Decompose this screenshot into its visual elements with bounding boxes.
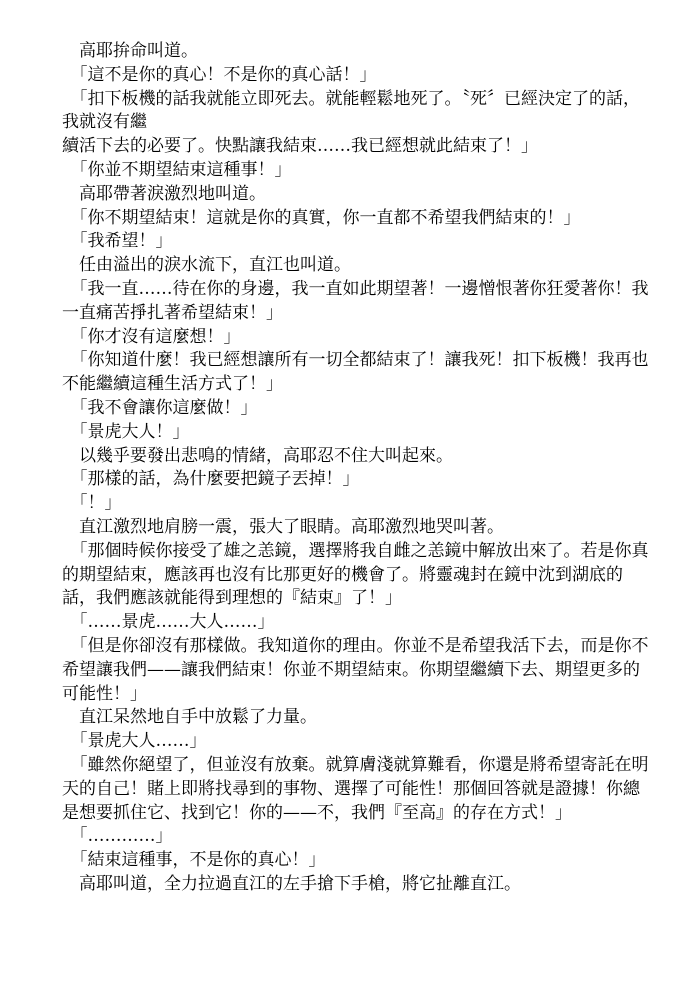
paragraph: 直江激烈地肩膀一震，張大了眼睛。高耶激烈地哭叫著。 bbox=[62, 516, 504, 537]
paragraph: 「我一直……待在你的身邊，我一直如此期望著！一邊憎恨著你狂愛著你！我一直痛苦掙扎著希望結束！」 bbox=[62, 278, 649, 323]
paragraph: 「景虎大人！」 bbox=[62, 421, 190, 442]
paragraph: 任由溢出的淚水流下，直江也叫道。 bbox=[62, 255, 351, 276]
paragraph: 「結束這種事，不是你的真心！」 bbox=[62, 850, 326, 871]
paragraph: 「扣下板機的話我就能立即死去。就能輕鬆地死了。〝死〞已經決定了的話，我就沒有繼 bbox=[62, 88, 640, 133]
paragraph: 高耶帶著淚激烈地叫道。 bbox=[62, 183, 266, 204]
paragraph: 「你並不期望結束這種事！」 bbox=[62, 159, 292, 180]
paragraph: 「那個時候你接受了雄之恙鏡，選擇將我自雌之恙鏡中解放出來了。若是你真的期望結束，應該再也沒有比那更好的機會了。將靈魂封在鏡中沈到湖底的話，我們應該就能得到理想的『結束』了！」 bbox=[62, 540, 649, 609]
paragraph: 「我希望！」 bbox=[62, 231, 173, 252]
paragraph: 直江呆然地自手中放鬆了力量。 bbox=[62, 707, 317, 728]
paragraph: 「景虎大人……」 bbox=[62, 731, 207, 752]
paragraph: 續活下去的必要了。快點讓我結束……我已經想就此結束了！」 bbox=[62, 136, 538, 157]
paragraph: 「我不會讓你這麼做！」 bbox=[62, 397, 258, 418]
paragraph: 高耶拚命叫道。 bbox=[62, 41, 198, 61]
paragraph: 「你不期望結束！這就是你的真實，你一直都不希望我們結束的！」 bbox=[62, 207, 581, 228]
paragraph: 「……景虎……大人……」 bbox=[62, 612, 275, 633]
paragraph: 以幾乎要發出悲鳴的情緒，高耶忍不住大叫起來。 bbox=[62, 445, 453, 466]
paragraph: 「你才沒有這麼想！」 bbox=[62, 326, 241, 347]
paragraph: 高耶叫道，全力拉過直江的左手搶下手槍，將它扯離直江。 bbox=[62, 873, 521, 894]
paragraph: 「！」 bbox=[62, 493, 122, 514]
paragraph: 「但是你卻沒有那樣做。我知道你的理由。你並不是希望我活下去，而是你不希望讓我們——讓我們結束！你並不期望結束。你期望繼續下去、期望更多的可能性！」 bbox=[62, 635, 649, 704]
paragraph: 「雖然你絕望了，但並沒有放棄。就算膚淺就算難看，你還是將希望寄託在明天的自己！賭上即將找尋到的事物、選擇了可能性！那個回答就是證據！你總是想要抓住它、找到它！你的——不，我們『至高』的存在方式！」 bbox=[62, 754, 649, 823]
paragraph: 「那樣的話，為什麼要把鏡子丟掉！」 bbox=[62, 469, 360, 490]
paragraph: 「…………」 bbox=[62, 826, 173, 847]
paragraph: 「你知道什麼！我已經想讓所有一切全都結束了！讓我死！扣下板機！我再也不能繼續這種生活方式了！」 bbox=[62, 350, 649, 395]
paragraph: 「這不是你的真心！不是你的真心話！」 bbox=[62, 64, 377, 85]
